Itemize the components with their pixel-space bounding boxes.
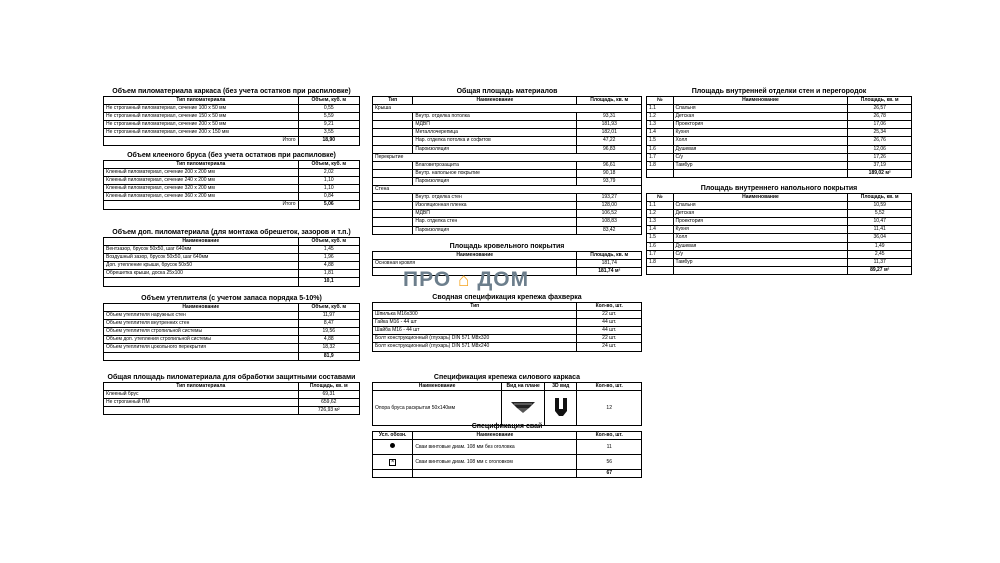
- col-header: Наименование: [673, 194, 848, 202]
- table-cell: 37,19: [848, 161, 912, 169]
- table-row: [373, 319, 642, 327]
- col-header: Тип пиломатериала: [104, 97, 299, 105]
- table-cell: 90,18: [577, 169, 642, 177]
- table-cell: 1,81: [298, 270, 359, 278]
- group-row: [373, 153, 642, 161]
- table-row: [104, 399, 360, 407]
- table-row: [373, 177, 642, 185]
- col-header: Наименование: [413, 97, 577, 105]
- table-cell: 181,74: [577, 260, 642, 268]
- table-cell: Объем утеплителя цокольного перекрытия: [104, 344, 299, 352]
- table-cell: Кухня: [673, 129, 848, 137]
- table-title: Спецификация свай: [471, 423, 543, 430]
- total-row: [104, 278, 360, 286]
- table-cell: 10,59: [848, 202, 912, 210]
- table-row: [104, 246, 360, 254]
- table-cell: Опора бруса раскрытая 50х140мм: [373, 391, 502, 426]
- table-cell: Пароизоляция: [413, 177, 577, 185]
- table-row: [647, 234, 912, 242]
- table-cell: С/у: [673, 250, 848, 258]
- table-title: Объем пиломатериала каркаса (без учета остатков при распиловке): [112, 88, 351, 95]
- table-cell: 18,90: [298, 137, 359, 145]
- table-cell: 1.4: [647, 226, 674, 234]
- col-header: Кол-во, шт.: [577, 383, 642, 391]
- total-row: [647, 169, 912, 177]
- table-cell: 83,42: [577, 226, 642, 234]
- table-cell: Вентзазор, брусок 50х50, шаг 640мм: [104, 246, 299, 254]
- table-cell: 181,93: [577, 121, 642, 129]
- table-row: [647, 242, 912, 250]
- table-cell: Тамбур: [673, 258, 848, 266]
- extra-lumber-table: [103, 228, 360, 287]
- table-cell: Болт конструкционный (глухарь) DIN 571 М8х240: [373, 343, 577, 351]
- table-cell: Клееный пиломатериал, сечение 240 х 200 мм: [104, 177, 299, 185]
- table-cell: 1,10: [298, 177, 359, 185]
- table-row: [647, 121, 912, 129]
- table-cell: Гайка М16 - 44 шт: [373, 319, 577, 327]
- table-cell: 108,83: [577, 218, 642, 226]
- protective-treatment-table: [103, 373, 360, 415]
- table-cell: Обрешетка крыши, доска 25х100: [104, 270, 299, 278]
- table-cell: 1.6: [647, 242, 674, 250]
- table-cell: Итого: [104, 201, 299, 209]
- table-title: Площадь кровельного покрытия: [449, 243, 565, 250]
- bracket-plan-view-icon: [502, 391, 545, 426]
- table-cell: Перекрытие: [373, 153, 642, 161]
- col-header: Наименование: [104, 304, 299, 312]
- table-cell: 81,9: [298, 352, 359, 360]
- table-cell: 96,61: [577, 161, 642, 169]
- table-cell: Холл: [673, 137, 848, 145]
- col-header: Наименование: [413, 432, 577, 440]
- table-cell: [373, 194, 413, 202]
- table-cell: [373, 470, 413, 478]
- table-cell: Влаговетрозащита: [413, 161, 577, 169]
- table-cell: Нар. отделка потолка и софитов: [413, 137, 577, 145]
- floor-covering-area-table: [646, 184, 912, 275]
- table-cell: Проектория: [673, 218, 848, 226]
- table-cell: Пароизоляция: [413, 145, 577, 153]
- table-cell: 5,06: [298, 201, 359, 209]
- table-row: [104, 254, 360, 262]
- watermark-right: ДОМ: [477, 268, 530, 291]
- table-row: [104, 270, 360, 278]
- total-row: [104, 137, 360, 145]
- table-row: [373, 455, 642, 470]
- table-cell: 11,41: [848, 226, 912, 234]
- table-cell: 189,02 м²: [848, 169, 912, 177]
- table-cell: 25,34: [848, 129, 912, 137]
- table-cell: Клееный пиломатериал, сечение 200 х 200 мм: [104, 169, 299, 177]
- table-cell: 89,27 м²: [848, 266, 912, 274]
- table-cell: 0,84: [298, 193, 359, 201]
- table-cell: Внутр. отделка потолка: [413, 113, 577, 121]
- table-cell: Проектория: [673, 121, 848, 129]
- table-cell: Шайба М16 - 44 шт: [373, 327, 577, 335]
- house-icon: ⌂: [458, 270, 471, 291]
- col-header: Объем, куб. м: [298, 97, 359, 105]
- table-row: [373, 260, 642, 268]
- table-title: Сводная спецификация крепежа фахверка: [432, 294, 582, 301]
- table-cell: 1.5: [647, 137, 674, 145]
- col-header: Тип пиломатериала: [104, 383, 299, 391]
- table-cell: 1.5: [647, 234, 674, 242]
- watermark-left: ПРО: [403, 268, 452, 291]
- timber-frame-fasteners-table: [372, 293, 642, 352]
- table-cell: 67: [577, 470, 642, 478]
- table-cell: Не строганный пиломатериал, сечение 200 х 150 мм: [104, 129, 299, 137]
- table-title: Объем доп. пиломатериала (для монтажа обрешеток, зазоров и т.п.): [112, 229, 351, 236]
- table-row: [647, 210, 912, 218]
- bracket-3d-view-icon: [545, 391, 577, 426]
- table-cell: [647, 169, 674, 177]
- table-cell: [373, 218, 413, 226]
- table-cell: Душевая: [673, 242, 848, 250]
- group-row: [373, 105, 642, 113]
- table-cell: 10,1: [298, 278, 359, 286]
- table-cell: 4,88: [298, 262, 359, 270]
- table-cell: 1.8: [647, 258, 674, 266]
- table-cell: 69,31: [298, 391, 359, 399]
- table-cell: 4,88: [298, 336, 359, 344]
- table-cell: 1,10: [298, 185, 359, 193]
- table-cell: 17,26: [848, 153, 912, 161]
- table-cell: 128,00: [577, 202, 642, 210]
- table-cell: Спальня: [673, 202, 848, 210]
- table-row: [647, 105, 912, 113]
- col-header: Тип пиломатериала: [104, 161, 299, 169]
- table-title: Площадь внутреннего напольного покрытия: [700, 185, 858, 192]
- table-row: [104, 320, 360, 328]
- total-row: [373, 470, 642, 478]
- table-row: [104, 185, 360, 193]
- table-cell: Тамбур: [673, 161, 848, 169]
- col-header: Объем, куб. м: [298, 238, 359, 246]
- insulation-table: [103, 294, 360, 361]
- table-cell: Клееный пиломатериал, сечение 360 х 200 мм: [104, 193, 299, 201]
- table-cell: 5,59: [298, 113, 359, 121]
- table-cell: [647, 266, 674, 274]
- total-row: [104, 352, 360, 360]
- table-cell: Доп. утепление крыши, брусок 50х50: [104, 262, 299, 270]
- col-header: Тип: [373, 303, 577, 311]
- table-row: [373, 391, 642, 426]
- table-cell: [373, 169, 413, 177]
- table-cell: 181,74 м²: [577, 268, 642, 276]
- table-cell: [373, 121, 413, 129]
- table-row: [104, 391, 360, 399]
- table-cell: Не строганный пиломатериал, сечение 150 х 50 мм: [104, 113, 299, 121]
- table-title: Общая площадь пиломатериала для обработки защитными составами: [107, 374, 356, 381]
- table-cell: Сваи винтовые диам. 108 мм без оголовка: [413, 440, 577, 455]
- table-cell: 2,45: [848, 250, 912, 258]
- glulam-table: [103, 151, 360, 210]
- table-row: [373, 218, 642, 226]
- col-header: Тип: [373, 97, 413, 105]
- watermark-logo: [403, 268, 529, 292]
- piles-spec-table: [372, 422, 642, 478]
- table-cell: [673, 169, 848, 177]
- table-cell: 17,06: [848, 121, 912, 129]
- table-row: [373, 335, 642, 343]
- table-cell: Нар. отделка стен: [413, 218, 577, 226]
- table-cell: 182,01: [577, 129, 642, 137]
- table-row: [373, 327, 642, 335]
- table-row: [647, 250, 912, 258]
- table-cell: Внутр. отделка стен: [413, 194, 577, 202]
- table-cell: 1.1: [647, 105, 674, 113]
- table-cell: 26,57: [848, 105, 912, 113]
- col-header: Наименование: [673, 97, 848, 105]
- table-row: [104, 312, 360, 320]
- table-cell: [413, 470, 577, 478]
- table-title: Объем клееного бруса (без учета остатков при распиловке): [127, 152, 336, 159]
- table-cell: 22 шт.: [577, 335, 642, 343]
- table-cell: Не строганный ПМ: [104, 399, 299, 407]
- col-header: 3D вид: [545, 383, 577, 391]
- table-cell: 1.7: [647, 250, 674, 258]
- table-cell: 1.7: [647, 153, 674, 161]
- table-row: [647, 113, 912, 121]
- total-row: [647, 266, 912, 274]
- table-row: [373, 121, 642, 129]
- total-row: [104, 201, 360, 209]
- col-header: Площадь, кв. м: [848, 194, 912, 202]
- table-cell: 1.6: [647, 145, 674, 153]
- table-row: [647, 258, 912, 266]
- table-row: [104, 129, 360, 137]
- table-title: Общая площадь материалов: [456, 88, 558, 95]
- col-header: Наименование: [373, 252, 577, 260]
- table-cell: 93,79: [577, 177, 642, 185]
- table-cell: 93,31: [577, 113, 642, 121]
- table-cell: 193,27: [577, 194, 642, 202]
- table-row: [647, 226, 912, 234]
- table-cell: [104, 352, 299, 360]
- table-cell: [373, 177, 413, 185]
- table-cell: 5,52: [848, 210, 912, 218]
- table-cell: 47,22: [577, 137, 642, 145]
- col-header: Объем, куб. м: [298, 304, 359, 312]
- table-cell: 1.4: [647, 129, 674, 137]
- table-cell: Пароизоляция: [413, 226, 577, 234]
- table-row: [647, 129, 912, 137]
- table-row: [647, 137, 912, 145]
- table-cell: Итого: [104, 137, 299, 145]
- table-cell: Объем утеплителя наружных стен: [104, 312, 299, 320]
- table-cell: [373, 137, 413, 145]
- table-cell: [373, 161, 413, 169]
- table-cell: 1.1: [647, 202, 674, 210]
- table-row: [104, 336, 360, 344]
- table-cell: 36,04: [848, 234, 912, 242]
- table-cell: 24 шт.: [577, 343, 642, 351]
- table-row: [104, 262, 360, 270]
- table-cell: 1,45: [298, 246, 359, 254]
- materials-area-table: [372, 87, 642, 235]
- table-cell: Металлочерепица: [413, 129, 577, 137]
- table-cell: Изоляционная пленка: [413, 202, 577, 210]
- table-cell: Объем утеплителя внутренних стен: [104, 320, 299, 328]
- table-cell: [373, 226, 413, 234]
- table-cell: [373, 129, 413, 137]
- table-row: [373, 311, 642, 319]
- pile-with-cap-icon: ×: [373, 455, 413, 470]
- table-cell: [104, 278, 299, 286]
- table-row: [104, 177, 360, 185]
- table-cell: 56: [577, 455, 642, 470]
- table-row: [373, 210, 642, 218]
- frame-lumber-table: [103, 87, 360, 146]
- table-cell: [373, 113, 413, 121]
- table-cell: 0,55: [298, 105, 359, 113]
- table-cell: 19,56: [298, 328, 359, 336]
- table-cell: МДВП: [413, 210, 577, 218]
- table-row: [647, 145, 912, 153]
- table-cell: [373, 202, 413, 210]
- table-cell: 96,83: [577, 145, 642, 153]
- wall-finish-area-table: [646, 87, 912, 178]
- table-cell: 44 шт.: [577, 319, 642, 327]
- table-cell: 1.8: [647, 161, 674, 169]
- table-cell: Воздушный зазор, брусок 50х50, шаг 640мм: [104, 254, 299, 262]
- table-cell: 1,96: [298, 254, 359, 262]
- col-header: Площадь, кв. м: [577, 252, 642, 260]
- col-header: Усл. обозн.: [373, 432, 413, 440]
- table-cell: Холл: [673, 234, 848, 242]
- table-cell: Спальня: [673, 105, 848, 113]
- table-cell: 12,06: [848, 145, 912, 153]
- table-row: [647, 202, 912, 210]
- table-cell: 1.2: [647, 210, 674, 218]
- table-cell: Не строганный пиломатериал, сечение 100 х 50 мм: [104, 105, 299, 113]
- table-cell: [104, 407, 299, 415]
- col-header: Наименование: [104, 238, 299, 246]
- table-cell: Душевая: [673, 145, 848, 153]
- table-title: Объем утеплителя (с учетом запаса порядка 5-10%): [141, 295, 322, 302]
- table-row: [647, 218, 912, 226]
- table-cell: 22 шт.: [577, 311, 642, 319]
- table-cell: [373, 145, 413, 153]
- table-cell: Детская: [673, 210, 848, 218]
- table-row: [373, 226, 642, 234]
- col-header: №: [647, 194, 674, 202]
- table-cell: Клееный пиломатериал, сечение 320 х 200 мм: [104, 185, 299, 193]
- table-row: [373, 440, 642, 455]
- table-cell: Объем доп. утепления стропильной системы: [104, 336, 299, 344]
- table-row: [373, 145, 642, 153]
- table-title: Площадь внутренней отделки стен и перегородок: [691, 88, 867, 95]
- table-cell: 106,52: [577, 210, 642, 218]
- table-cell: Внутр. напольное покрытие: [413, 169, 577, 177]
- table-cell: 726,93 м²: [298, 407, 359, 415]
- col-header: Объем, куб. м: [298, 161, 359, 169]
- table-cell: Болт конструкционный (глухарь) DIN 571 М8х320: [373, 335, 577, 343]
- table-cell: 26,78: [848, 113, 912, 121]
- table-cell: Клееный брус: [104, 391, 299, 399]
- table-cell: Стена: [373, 186, 642, 194]
- table-row: [373, 343, 642, 351]
- table-cell: 1.2: [647, 113, 674, 121]
- table-row: [373, 194, 642, 202]
- table-cell: Основная кровля: [373, 260, 577, 268]
- table-cell: 11: [577, 440, 642, 455]
- table-row: [104, 105, 360, 113]
- table-cell: Крыша: [373, 105, 642, 113]
- col-header: Вид на плане: [502, 383, 545, 391]
- structural-fasteners-table: [372, 373, 642, 426]
- table-row: [104, 169, 360, 177]
- col-header: Площадь, кв. м: [577, 97, 642, 105]
- table-cell: 659,62: [298, 399, 359, 407]
- table-row: [104, 193, 360, 201]
- table-row: [104, 344, 360, 352]
- table-cell: Сваи винтовые диам. 108 мм с оголовком: [413, 455, 577, 470]
- table-row: [647, 161, 912, 169]
- col-header: Кол-во, шт.: [577, 432, 642, 440]
- group-row: [373, 186, 642, 194]
- table-row: [104, 121, 360, 129]
- table-row: [104, 113, 360, 121]
- table-cell: 1.3: [647, 121, 674, 129]
- table-row: [647, 153, 912, 161]
- col-header: №: [647, 97, 674, 105]
- table-cell: 11,37: [848, 258, 912, 266]
- table-cell: Шпилька М16х300: [373, 311, 577, 319]
- table-cell: 44 шт.: [577, 327, 642, 335]
- table-row: [104, 328, 360, 336]
- table-cell: 2,02: [298, 169, 359, 177]
- col-header: Кол-во, шт.: [577, 303, 642, 311]
- total-row: [104, 407, 360, 415]
- table-row: [373, 137, 642, 145]
- table-cell: 11,97: [298, 312, 359, 320]
- table-cell: МДВП: [413, 121, 577, 129]
- table-cell: 1,49: [848, 242, 912, 250]
- pile-without-cap-icon: [373, 440, 413, 455]
- table-cell: Не строганный пиломатериал, сечение 200 х 50 мм: [104, 121, 299, 129]
- table-cell: Объем утеплителя стропильной системы: [104, 328, 299, 336]
- table-cell: С/у: [673, 153, 848, 161]
- col-header: Площадь, кв. м: [298, 383, 359, 391]
- table-cell: 12: [577, 391, 642, 426]
- table-cell: 9,21: [298, 121, 359, 129]
- table-cell: 1.3: [647, 218, 674, 226]
- table-row: [373, 169, 642, 177]
- col-header: Площадь, кв. м: [848, 97, 912, 105]
- col-header: Наименование: [373, 383, 502, 391]
- table-row: [373, 129, 642, 137]
- table-row: [373, 113, 642, 121]
- table-cell: Кухня: [673, 226, 848, 234]
- table-cell: [673, 266, 848, 274]
- table-cell: 3,55: [298, 129, 359, 137]
- table-row: [373, 202, 642, 210]
- table-cell: 8,47: [298, 320, 359, 328]
- table-title: Спецификация крепежа силового каркаса: [433, 374, 581, 381]
- table-row: [373, 161, 642, 169]
- table-cell: 18,32: [298, 344, 359, 352]
- table-cell: 26,76: [848, 137, 912, 145]
- table-cell: Детская: [673, 113, 848, 121]
- table-cell: 10,47: [848, 218, 912, 226]
- table-cell: [373, 210, 413, 218]
